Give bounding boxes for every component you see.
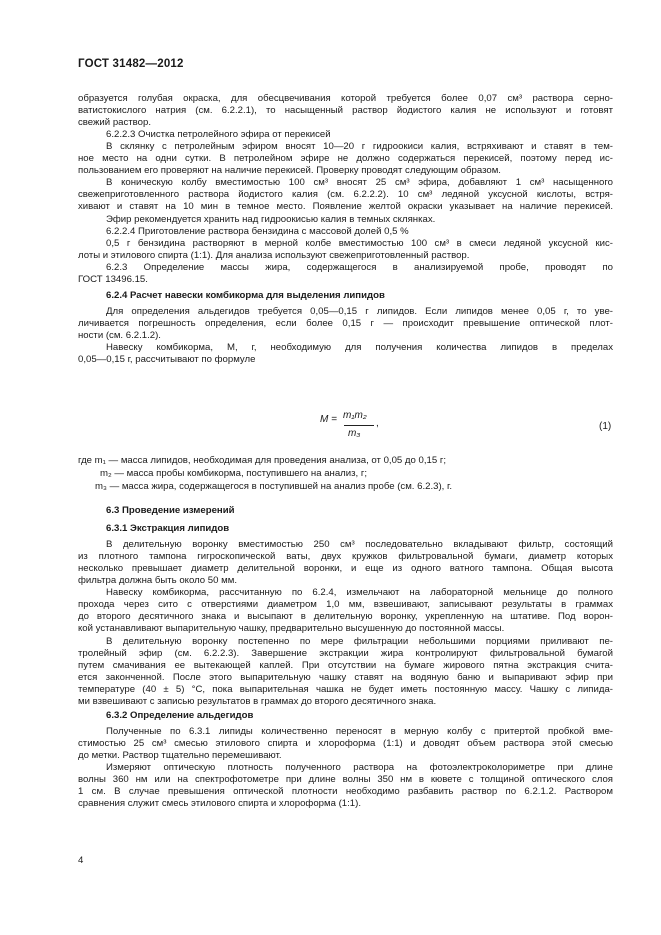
text-line: В склянку с петролейным эфиром вносят 10—20 г гидроокиси калия, встряхивают и ставят в тем- — [106, 141, 613, 153]
text-line: 6.2.2.3 Очистка петролейного эфира от перекисей — [106, 129, 331, 141]
formula-denominator: m₃ — [348, 428, 361, 439]
text-line: Для определения альдегидов требуется 0,05—0,15 г липидов. Если липидов менее 0,05 г, то уве- — [106, 305, 613, 317]
text-line: ности (см. 6.2.1.2). — [78, 329, 161, 341]
text-line: 6.2.3 Определение массы жира, содержащегося в анализируемой пробе, проводят по — [106, 261, 613, 273]
text-line: 1 см. В случае превышения оптической плотности необходимо разбавить раствор по 6.2.1.2. Раствором — [78, 786, 613, 798]
text-line: свежеприготовленного раствора йодистого калия (см. 6.2.2.2). 10 см³ ледяной уксусной кислоты, встря- — [78, 189, 613, 201]
text-line: прохода через сито с отверстиями диаметром 1,0 мм, взвешивают, записывают результаты в граммах — [78, 599, 613, 611]
text-line: тролейный эфир (см. 6.2.2.3). Завершение экстракции жира контролируют фильтровальной бумагой — [78, 647, 613, 659]
text-line: Навеску комбикорма, рассчитанную по 6.2.4, измельчают на лабораторной мельнице до полного — [106, 587, 613, 599]
text-line: Навеску комбикорма, M, г, необходимую для получения количества липидов в пределах — [106, 342, 613, 353]
text-line: 6.2.2.4 Приготовление раствора бензидина с массовой долей 0,5 % — [106, 225, 409, 237]
text-line: Эфир рекомендуется хранить над гидроокисью калия в темных склянках. — [106, 213, 436, 225]
formula-equation-number: (1) — [599, 421, 612, 432]
section-heading: 6.2.4 Расчет навески комбикорма для выделения липидов — [106, 289, 385, 301]
text-line: стимостью 25 см³ смесью этилового спирта и хлороформа (1:1) и доводят объем раствора этой смесью — [78, 737, 613, 749]
text-line: несколько превышает диаметр делительной воронки, и еще из одного ватного тампона. Общая высота — [78, 563, 613, 575]
text-line: образуется голубая окраска, для обесцвечивания которой требуется более 0,07 см³ раствора серно- — [78, 93, 613, 104]
text-line: 0,05—0,15 г, рассчитывают по формуле — [78, 354, 256, 366]
text-line: до метки. Раствор тщательно перемешивают. — [78, 749, 282, 761]
formula-fraction-bar — [344, 425, 374, 426]
text-line: до второго десятичного знака и высыпают в делительную воронку, укрепленную на штативе. Под ворон- — [78, 611, 613, 623]
section-heading: 6.3.1 Экстракция липидов — [106, 523, 230, 535]
formula-comma: , — [376, 418, 379, 429]
formula-lhs: M = — [320, 414, 337, 425]
document-header: ГОСТ 31482—2012 — [78, 58, 184, 70]
text-line: фильтра должна быть около 50 мм. — [78, 575, 237, 587]
formula-numerator: m₁m₂ — [343, 410, 367, 421]
text-line: лоты и этилового спирта (1:1). Для анализа используют свежеприготовленный раствор. — [78, 249, 470, 261]
text-line: ватистокислого натрия (см. 6.2.2.1), то насыщенный раствор йодистого калия не используют и готовят — [78, 105, 613, 117]
text-line: волны 360 нм или на спектрофотометре при длине волны 350 нм в кювете с толщиной оптического слоя — [78, 774, 613, 786]
text-line: ГОСТ 13496.15. — [78, 273, 148, 285]
section-heading: 6.3 Проведение измерений — [106, 505, 235, 516]
formula-legend-line: где m₁ — масса липидов, необходимая для проведения анализа, от 0,05 до 0,15 г; — [78, 455, 447, 466]
text-line: 0,5 г бензидина растворяют в мерной колбе вместимостью 100 см³ в смеси ледяной уксусной кис- — [106, 237, 613, 249]
text-line: ми взвешивают с записью результатов в граммах до второго десятичного знака. — [78, 695, 437, 707]
text-line: хивают и ставят на 10 мин в темное место. Появление желтой окраски указывает на наличие перекисей. — [78, 201, 613, 213]
text-line: температуре (40 ± 5) °С, пока выпарительная чашка не будет иметь постоянную массу. Чашку с липида- — [78, 683, 613, 695]
text-line: пользованием его проверяют на наличие перекисей. Проверку проводят следующим образом. — [78, 165, 501, 177]
text-line: ется законченной. После этого выпарительную чашку ставят на водяную баню и выпаривают эфир при — [78, 671, 613, 683]
text-line: кой устанавливают выпарительную чашку, предварительно высушенную до постоянной массы. — [78, 623, 505, 635]
text-line: В делительную воронку вместимостью 250 см³ последовательно вкладывают фильтр, состоящий — [106, 539, 613, 551]
text-line: личивается погрешность определения, если более 0,15 г — происходит превышение оптической плот- — [78, 317, 613, 329]
formula-legend-line: m₃ — масса жира, содержащегося в поступившей на анализ пробе (см. 6.2.3), г. — [95, 481, 452, 492]
text-line: из плотного тампона гигроскопической ваты, двух кружков фильтровальной бумаги, диаметр которых — [78, 551, 613, 563]
text-line: ное место на одни сутки. В петролейном эфире не должно содержаться перекисей, поэтому перед ис- — [78, 153, 613, 165]
text-line: В коническую колбу вместимостью 100 см³ вносят 25 см³ эфира, добавляют 1 см³ насыщенного — [106, 177, 613, 189]
formula-legend-line: m₂ — масса пробы комбикорма, поступившего на анализ, г; — [100, 468, 368, 479]
text-line: путем смачивания ее вытекающей каплей. При отсутствии на бумаге жирового пятна экстракция счита- — [78, 659, 613, 671]
text-line: сравнения служит смесь этилового спирта и хлороформа (1:1). — [78, 798, 361, 810]
text-line: В делительную воронку постепенно по мере фильтрации небольшими порциями приливают пе- — [106, 635, 613, 647]
text-line: Полученные по 6.3.1 липиды количественно переносят в мерную колбу с притертой пробкой вме- — [106, 725, 613, 737]
page-number: 4 — [78, 855, 84, 866]
section-heading: 6.3.2 Определение альдегидов — [106, 709, 254, 721]
text-line: Измеряют оптическую плотность полученного раствора на фотоэлектроколориметре при длине — [106, 762, 613, 773]
text-line: свежий раствор. — [78, 117, 152, 129]
